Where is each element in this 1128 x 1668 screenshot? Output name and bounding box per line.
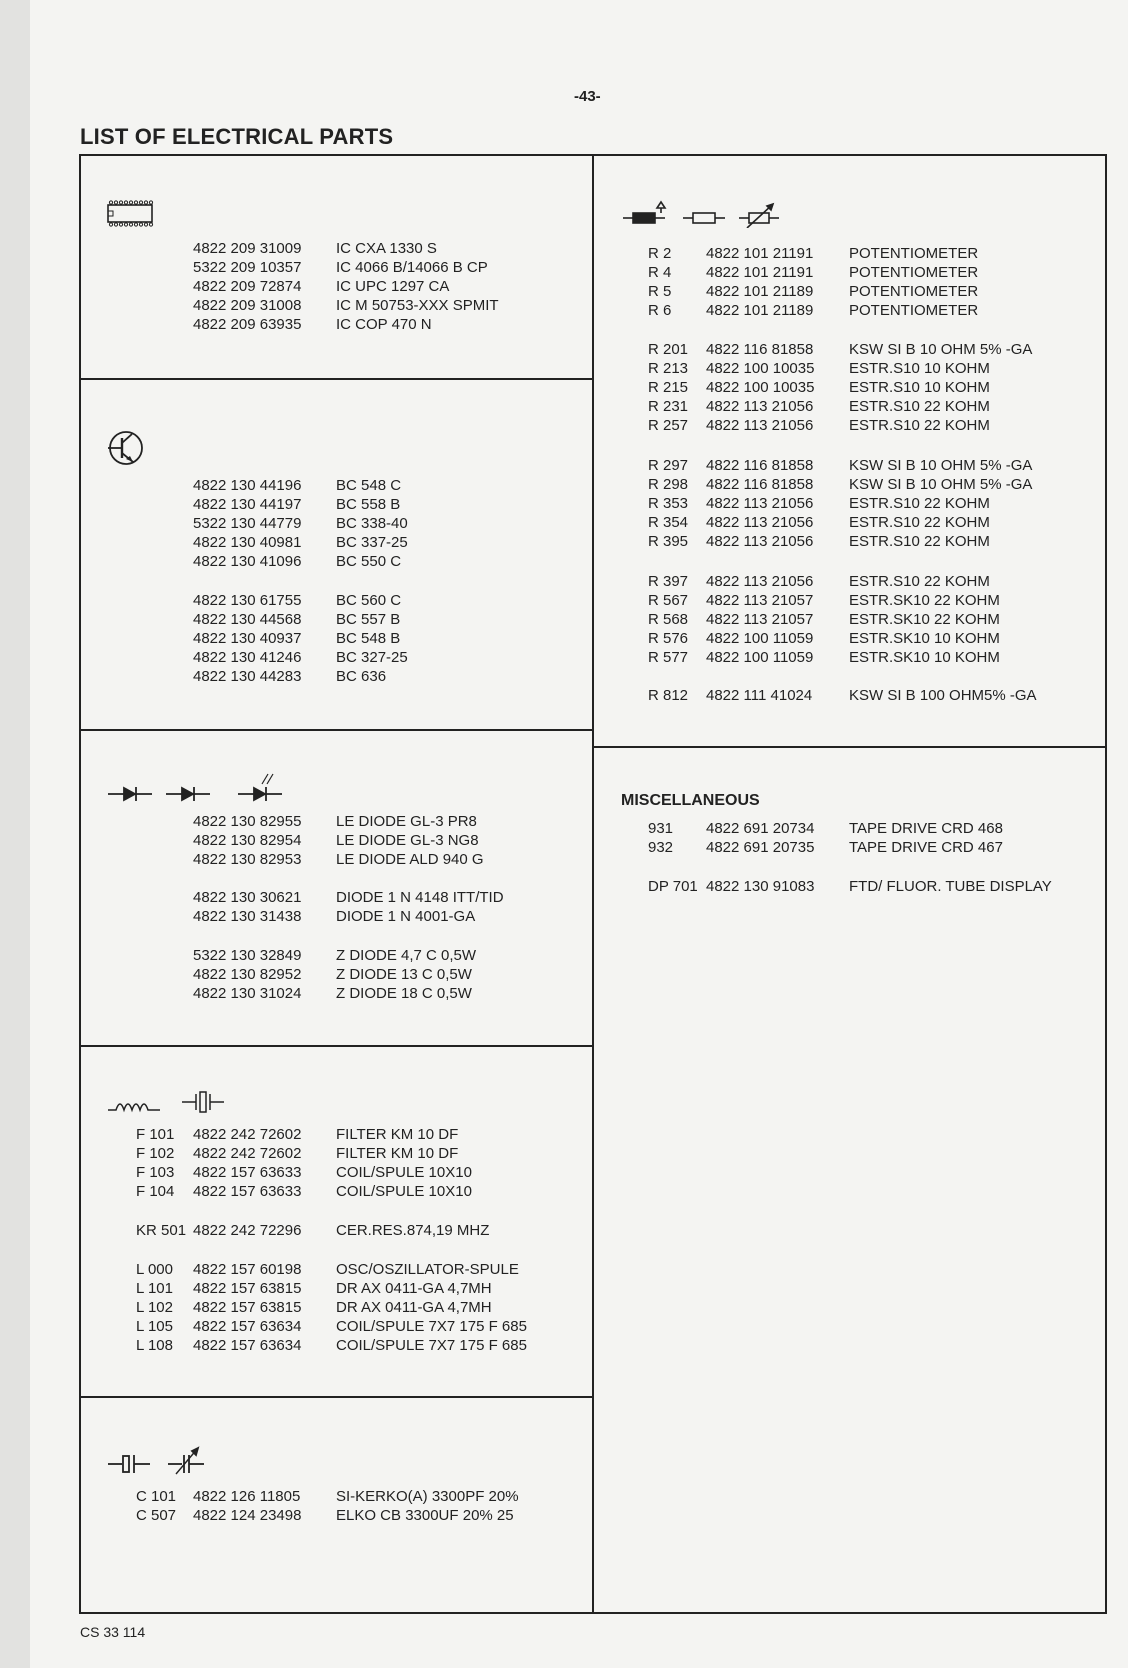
part-description: KSW SI B 10 OHM 5% -GA — [849, 476, 1033, 493]
transistor-symbol-icon — [106, 428, 150, 468]
part-reference: L 000 — [136, 1261, 173, 1278]
part-reference: C 507 — [136, 1507, 177, 1524]
part-description: ELKO CB 3300UF 20% 25 — [336, 1507, 514, 1524]
part-description: BC 557 B — [336, 611, 401, 628]
part-code: 4822 157 63633 — [193, 1164, 302, 1181]
part-description: Z DIODE 18 C 0,5W — [336, 985, 472, 1002]
part-description: IC COP 470 N — [336, 316, 432, 333]
part-description: KSW SI B 100 OHM5% -GA — [849, 687, 1037, 704]
part-description: Z DIODE 4,7 C 0,5W — [336, 947, 477, 964]
part-code: 4822 157 63815 — [193, 1280, 302, 1297]
part-reference: R 567 — [648, 592, 689, 609]
part-code: 4822 111 41024 — [706, 687, 813, 704]
part-code: 4822 130 91083 — [706, 878, 815, 895]
part-description: FILTER KM 10 DF — [336, 1145, 459, 1162]
part-description: FILTER KM 10 DF — [336, 1126, 459, 1143]
part-code: 4822 116 81858 — [706, 341, 814, 358]
section-divider — [79, 729, 593, 731]
part-description: COIL/SPULE 10X10 — [336, 1164, 472, 1181]
part-description: ESTR.S10 22 KOHM — [849, 398, 990, 415]
part-reference: R 201 — [648, 341, 689, 358]
part-code: 4822 130 40937 — [193, 630, 302, 647]
part-description: BC 636 — [336, 668, 387, 685]
part-description: POTENTIOMETER — [849, 283, 979, 300]
part-reference: R 395 — [648, 533, 689, 550]
part-description: ESTR.S10 10 KOHM — [849, 379, 990, 396]
part-code: 4822 130 44283 — [193, 668, 302, 685]
part-code: 4822 113 21057 — [706, 592, 814, 609]
part-code: 4822 116 81858 — [706, 457, 814, 474]
part-reference: R 568 — [648, 611, 689, 628]
part-code: 4822 209 31009 — [193, 240, 302, 257]
part-code: 4822 101 21191 — [706, 245, 814, 262]
part-description: DR AX 0411-GA 4,7MH — [336, 1280, 492, 1297]
part-code: 4822 100 10035 — [706, 379, 815, 396]
part-code: 4822 113 21056 — [706, 398, 814, 415]
part-reference: R 257 — [648, 417, 689, 434]
part-code: 4822 242 72602 — [193, 1126, 302, 1143]
part-description: LE DIODE ALD 940 G — [336, 851, 484, 868]
resistor-potentiometer-symbols-icon — [621, 200, 781, 228]
part-description: BC 338-40 — [336, 515, 408, 532]
part-code: 4822 130 82952 — [193, 966, 302, 983]
part-description: BC 327-25 — [336, 649, 408, 666]
part-code: 4822 209 63935 — [193, 316, 302, 333]
part-code: 5322 130 32849 — [193, 947, 302, 964]
part-code: 4822 209 72874 — [193, 278, 302, 295]
part-reference: R 297 — [648, 457, 689, 474]
part-reference: R 354 — [648, 514, 689, 531]
part-reference: R 353 — [648, 495, 689, 512]
part-description: ESTR.S10 22 KOHM — [849, 495, 990, 512]
section-divider — [79, 1045, 593, 1047]
part-description: ESTR.S10 22 KOHM — [849, 514, 990, 531]
part-code: 5322 130 44779 — [193, 515, 302, 532]
part-reference: L 108 — [136, 1337, 173, 1354]
part-description: OSC/OSZILLATOR-SPULE — [336, 1261, 519, 1278]
part-code: 4822 130 82955 — [193, 813, 302, 830]
part-description: DIODE 1 N 4001-GA — [336, 908, 476, 925]
page-title: LIST OF ELECTRICAL PARTS — [80, 124, 394, 149]
part-code: 4822 130 82953 — [193, 851, 302, 868]
part-description: KSW SI B 10 OHM 5% -GA — [849, 457, 1033, 474]
part-description: ESTR.SK10 10 KOHM — [849, 630, 1000, 647]
part-code: 4822 126 11805 — [193, 1488, 301, 1505]
part-reference: L 105 — [136, 1318, 173, 1335]
part-code: 4822 130 41246 — [193, 649, 302, 666]
part-reference: R 213 — [648, 360, 689, 377]
part-code: 4822 113 21057 — [706, 611, 814, 628]
part-code: 4822 130 44196 — [193, 477, 302, 494]
part-description: IC UPC 1297 CA — [336, 278, 450, 295]
part-description: DIODE 1 N 4148 ITT/TID — [336, 889, 504, 906]
part-code: 4822 157 63634 — [193, 1318, 302, 1335]
part-description: BC 337-25 — [336, 534, 408, 551]
part-description: DR AX 0411-GA 4,7MH — [336, 1299, 492, 1316]
part-code: 4822 157 63634 — [193, 1337, 302, 1354]
part-code: 4822 130 31024 — [193, 985, 302, 1002]
coil-filter-symbols-icon — [106, 1088, 236, 1116]
part-description: IC M 50753-XXX SPMIT — [336, 297, 499, 314]
part-reference: KR 501 — [136, 1222, 187, 1239]
part-description: BC 558 B — [336, 496, 401, 513]
part-code: 4822 691 20735 — [706, 839, 815, 856]
part-code: 4822 113 21056 — [706, 514, 814, 531]
part-code: 4822 130 61755 — [193, 592, 302, 609]
part-code: 4822 101 21191 — [706, 264, 814, 281]
part-code: 4822 113 21056 — [706, 533, 814, 550]
part-description: ESTR.S10 22 KOHM — [849, 417, 990, 434]
part-description: COIL/SPULE 7X7 175 F 685 — [336, 1318, 527, 1335]
part-reference: R 298 — [648, 476, 689, 493]
part-code: 4822 113 21056 — [706, 417, 814, 434]
part-description: POTENTIOMETER — [849, 264, 979, 281]
part-description: TAPE DRIVE CRD 467 — [849, 839, 1003, 856]
part-code: 4822 116 81858 — [706, 476, 814, 493]
part-code: 4822 113 21056 — [706, 573, 814, 590]
part-description: LE DIODE GL-3 PR8 — [336, 813, 477, 830]
part-description: SI-KERKO(A) 3300PF 20% — [336, 1488, 519, 1505]
part-code: 4822 100 11059 — [706, 630, 814, 647]
part-description: ESTR.SK10 22 KOHM — [849, 592, 1000, 609]
ic-symbol-icon — [106, 200, 156, 228]
part-description: ESTR.S10 22 KOHM — [849, 533, 990, 550]
document-code-footer: CS 33 114 — [80, 1624, 146, 1640]
part-description: FTD/ FLUOR. TUBE DISPLAY — [849, 878, 1052, 895]
part-description: TAPE DRIVE CRD 468 — [849, 820, 1003, 837]
part-description: ESTR.S10 22 KOHM — [849, 573, 990, 590]
part-code: 4822 691 20734 — [706, 820, 815, 837]
capacitor-symbols-icon — [106, 1442, 216, 1478]
part-reference: R 4 — [648, 264, 672, 281]
diode-symbols-icon — [106, 772, 286, 806]
part-code: 4822 130 30621 — [193, 889, 302, 906]
part-description: IC CXA 1330 S — [336, 240, 437, 257]
part-code: 4822 157 63633 — [193, 1183, 302, 1200]
part-reference: 931 — [648, 820, 674, 837]
part-reference: R 231 — [648, 398, 689, 415]
part-code: 4822 130 82954 — [193, 832, 302, 849]
page-number: -43- — [574, 88, 601, 105]
part-reference: DP 701 — [648, 878, 698, 895]
part-code: 4822 130 40981 — [193, 534, 302, 551]
part-description: IC 4066 B/14066 B CP — [336, 259, 488, 276]
part-description: BC 548 C — [336, 477, 402, 494]
part-description: ESTR.S10 10 KOHM — [849, 360, 990, 377]
part-code: 4822 130 44197 — [193, 496, 302, 513]
part-code: 4822 101 21189 — [706, 302, 814, 319]
part-code: 4822 157 63815 — [193, 1299, 302, 1316]
part-code: 4822 101 21189 — [706, 283, 814, 300]
part-code: 4822 100 11059 — [706, 649, 814, 666]
part-description: Z DIODE 13 C 0,5W — [336, 966, 472, 983]
part-reference: F 103 — [136, 1164, 175, 1181]
part-reference: L 101 — [136, 1280, 173, 1297]
part-description: BC 548 B — [336, 630, 401, 647]
part-reference: R 397 — [648, 573, 689, 590]
page-edge — [0, 0, 30, 1668]
part-reference: R 576 — [648, 630, 689, 647]
part-reference: R 5 — [648, 283, 672, 300]
part-code: 4822 209 31008 — [193, 297, 302, 314]
part-reference: R 215 — [648, 379, 689, 396]
part-reference: F 101 — [136, 1126, 175, 1143]
part-code: 4822 124 23498 — [193, 1507, 302, 1524]
part-description: COIL/SPULE 7X7 175 F 685 — [336, 1337, 527, 1354]
part-reference: 932 — [648, 839, 674, 856]
part-code: 4822 242 72296 — [193, 1222, 302, 1239]
part-reference: L 102 — [136, 1299, 173, 1316]
part-code: 5322 209 10357 — [193, 259, 302, 276]
part-code: 4822 242 72602 — [193, 1145, 302, 1162]
part-description: BC 550 C — [336, 553, 402, 570]
part-reference: F 104 — [136, 1183, 175, 1200]
part-description: LE DIODE GL-3 NG8 — [336, 832, 479, 849]
part-code: 4822 100 10035 — [706, 360, 815, 377]
part-code: 4822 113 21056 — [706, 495, 814, 512]
section-divider — [79, 1396, 593, 1398]
part-description: CER.RES.874,19 MHZ — [336, 1222, 490, 1239]
part-reference: R 6 — [648, 302, 672, 319]
part-code: 4822 130 31438 — [193, 908, 302, 925]
part-reference: R 577 — [648, 649, 689, 666]
part-code: 4822 157 60198 — [193, 1261, 302, 1278]
part-description: BC 560 C — [336, 592, 402, 609]
column-divider — [592, 154, 594, 1614]
part-description: KSW SI B 10 OHM 5% -GA — [849, 341, 1033, 358]
part-reference: C 101 — [136, 1488, 177, 1505]
section-divider — [79, 378, 593, 380]
part-description: ESTR.SK10 22 KOHM — [849, 611, 1000, 628]
part-code: 4822 130 44568 — [193, 611, 302, 628]
part-description: POTENTIOMETER — [849, 245, 979, 262]
part-reference: R 812 — [648, 687, 689, 704]
part-description: COIL/SPULE 10X10 — [336, 1183, 472, 1200]
part-description: POTENTIOMETER — [849, 302, 979, 319]
part-code: 4822 130 41096 — [193, 553, 302, 570]
part-reference: F 102 — [136, 1145, 175, 1162]
miscellaneous-heading: MISCELLANEOUS — [621, 792, 760, 809]
section-divider — [592, 746, 1107, 748]
part-reference: R 2 — [648, 245, 672, 262]
part-description: ESTR.SK10 10 KOHM — [849, 649, 1000, 666]
